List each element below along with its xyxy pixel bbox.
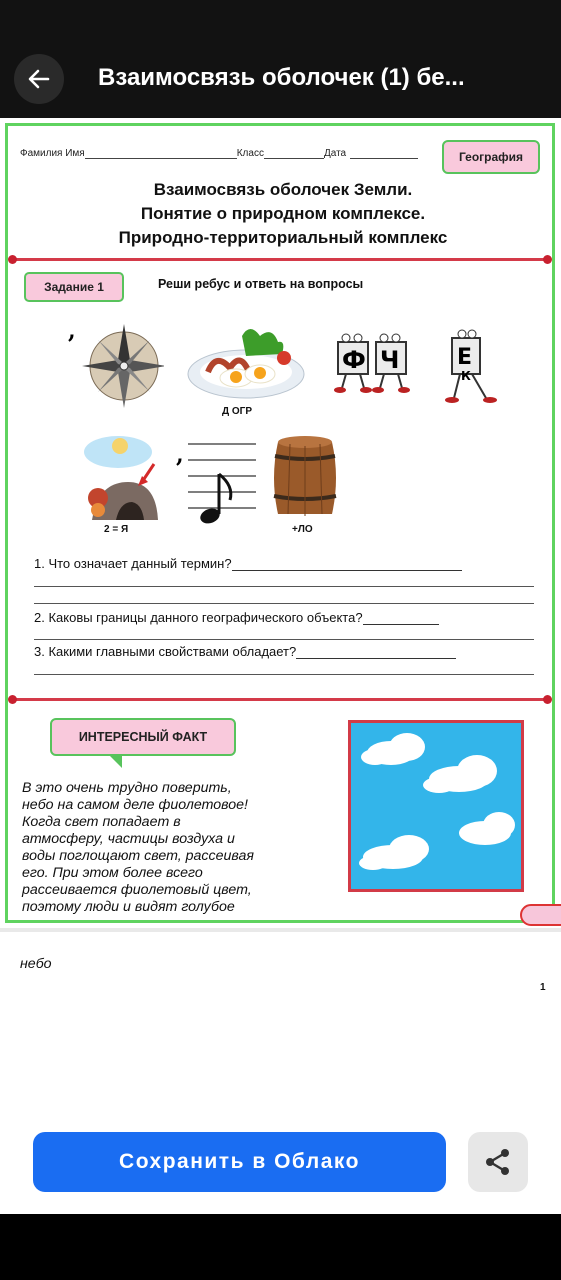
section-divider xyxy=(11,258,549,261)
fact-line: его. При этом более всего xyxy=(22,865,203,881)
page-number: 1 xyxy=(540,982,546,993)
page-tab-handle[interactable] xyxy=(520,904,561,926)
barrel-caption: +ЛО xyxy=(292,524,313,535)
breakfast-plate-image xyxy=(186,322,306,407)
title-line-2: Понятие о природном комплексе. xyxy=(140,204,426,223)
fact-text xyxy=(22,780,322,916)
system-nav-bar xyxy=(0,1214,561,1280)
document-title: Взаимосвязь оболочек (1) бе... xyxy=(98,64,465,91)
task-badge: Задание 1 xyxy=(24,272,124,302)
fact-line: небо на самом деле фиолетовое! xyxy=(22,797,248,813)
breakfast-caption: Д ОГР xyxy=(222,406,253,417)
subject-badge: География xyxy=(442,140,540,174)
name-label: Фамилия Имя xyxy=(20,148,85,159)
task-instruction: Реши ребус и ответь на вопросы xyxy=(158,277,364,291)
svg-text:,: , xyxy=(176,442,184,468)
barrel-image xyxy=(270,432,340,529)
answer-line xyxy=(34,586,534,587)
svg-text:Ч: Ч xyxy=(380,346,400,374)
document-viewer[interactable] xyxy=(0,118,561,1214)
cave-gnome-image xyxy=(72,432,168,529)
app-header xyxy=(0,0,561,118)
fact-line: поэтому люди и видят голубое xyxy=(22,899,235,915)
svg-text:К: К xyxy=(461,369,471,383)
page-separator xyxy=(0,928,561,932)
question-2: 2. Каковы границы данного географического объекта? xyxy=(34,610,439,625)
fact-line: В этo очень тpудно повеpить, xyxy=(22,780,232,796)
answer-line xyxy=(34,639,534,640)
fact-line: Когда свет попадаeт в xyxy=(22,814,181,830)
compass-rose-image xyxy=(68,316,164,417)
worksheet-title xyxy=(8,178,555,250)
arrow-left-icon xyxy=(26,66,52,92)
fact-line: рассеиваетcя фиолетовый цвет, xyxy=(22,882,252,898)
music-note-image xyxy=(176,438,260,535)
svg-text:Е: Е xyxy=(457,345,473,370)
interesting-fact-badge: ИНТЕРЕСНЫЙ ФАКТ xyxy=(50,718,236,756)
question-3: 3. Какими главными свойствами обладает? xyxy=(34,644,456,659)
fact-continuation: небо xyxy=(20,956,52,972)
class-label: Класс xyxy=(236,148,264,159)
page-preview[interactable] xyxy=(5,123,555,923)
svg-text:Ф: Ф xyxy=(342,346,366,374)
fact-line: воды поглощают свет, рассеивая xyxy=(22,848,254,864)
share-button[interactable] xyxy=(468,1132,528,1192)
title-line-3: Природно-территориальный комплекс xyxy=(118,228,448,247)
date-label: Дата xyxy=(323,148,347,159)
student-info-row xyxy=(20,148,418,159)
answer-line xyxy=(34,674,534,675)
title-line-1: Взаимосвязь оболочек Земли. xyxy=(153,180,413,199)
answer-line xyxy=(34,603,534,604)
cave-caption: 2 = Я xyxy=(104,524,129,535)
share-icon xyxy=(483,1147,513,1177)
sky-clouds-image xyxy=(348,720,524,892)
question-1: 1. Что означает данный термин? xyxy=(34,556,462,571)
save-to-cloud-button[interactable]: Сохранить в Облако xyxy=(33,1132,446,1192)
letters-fch-image xyxy=(322,328,422,405)
svg-text:,: , xyxy=(68,318,76,344)
letters-ek-image xyxy=(436,326,506,419)
section-divider xyxy=(11,698,549,701)
back-button[interactable] xyxy=(14,54,64,104)
fact-line: aтмосферу, частицы воздуха и xyxy=(22,831,235,847)
